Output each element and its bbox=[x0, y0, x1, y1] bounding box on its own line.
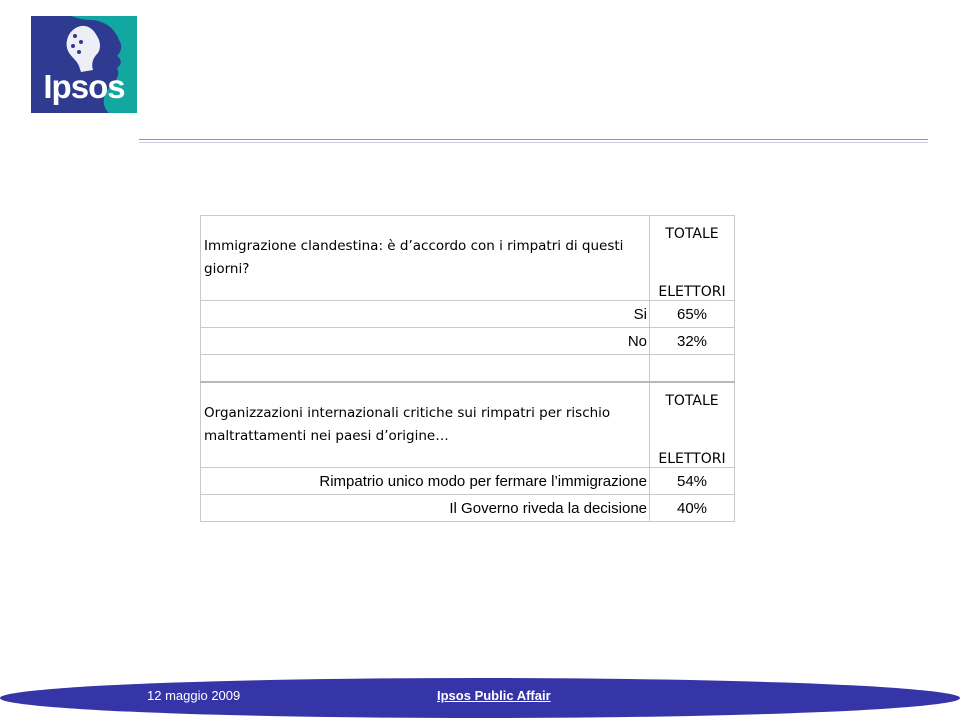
table-row bbox=[201, 301, 735, 328]
survey-results-table bbox=[200, 215, 735, 522]
table-row bbox=[201, 468, 735, 495]
spacer-row bbox=[201, 355, 735, 383]
question-cell bbox=[201, 382, 650, 468]
answer-label: No bbox=[201, 328, 650, 355]
question-text: Immigrazione clandestina: è d’accordo con i rimpatri di questi giorni? bbox=[204, 238, 624, 277]
footer-organization: Ipsos Public Affair bbox=[437, 688, 551, 703]
answer-value: 65% bbox=[650, 301, 735, 328]
column-header-line1: TOTALE bbox=[665, 226, 719, 242]
question-row bbox=[201, 382, 735, 468]
question-row bbox=[201, 216, 735, 301]
answer-label: Il Governo riveda la decisione bbox=[201, 495, 650, 522]
answer-value: 32% bbox=[650, 328, 735, 355]
footer-date: 12 maggio 2009 bbox=[147, 688, 241, 703]
table-row bbox=[201, 328, 735, 355]
question-text: Organizzazioni internazionali critiche sui rimpatri per rischio maltrattamenti nei paesi d’origine… bbox=[204, 405, 611, 444]
column-header bbox=[650, 216, 735, 301]
answer-value: 40% bbox=[650, 495, 735, 522]
column-header-line2: ELETTORI bbox=[658, 284, 726, 300]
question-cell bbox=[201, 216, 650, 301]
ipsos-logo bbox=[31, 16, 137, 113]
header-divider bbox=[139, 139, 928, 143]
answer-label: Si bbox=[201, 301, 650, 328]
footer-band bbox=[0, 678, 960, 720]
table-row bbox=[201, 495, 735, 522]
column-header-line1: TOTALE bbox=[665, 393, 719, 409]
column-header bbox=[650, 382, 735, 468]
answer-value: 54% bbox=[650, 468, 735, 495]
column-header-line2: ELETTORI bbox=[658, 451, 726, 467]
answer-label: Rimpatrio unico modo per fermare l’immigrazione bbox=[201, 468, 650, 495]
logo-wordmark: Ipsos bbox=[43, 68, 125, 105]
